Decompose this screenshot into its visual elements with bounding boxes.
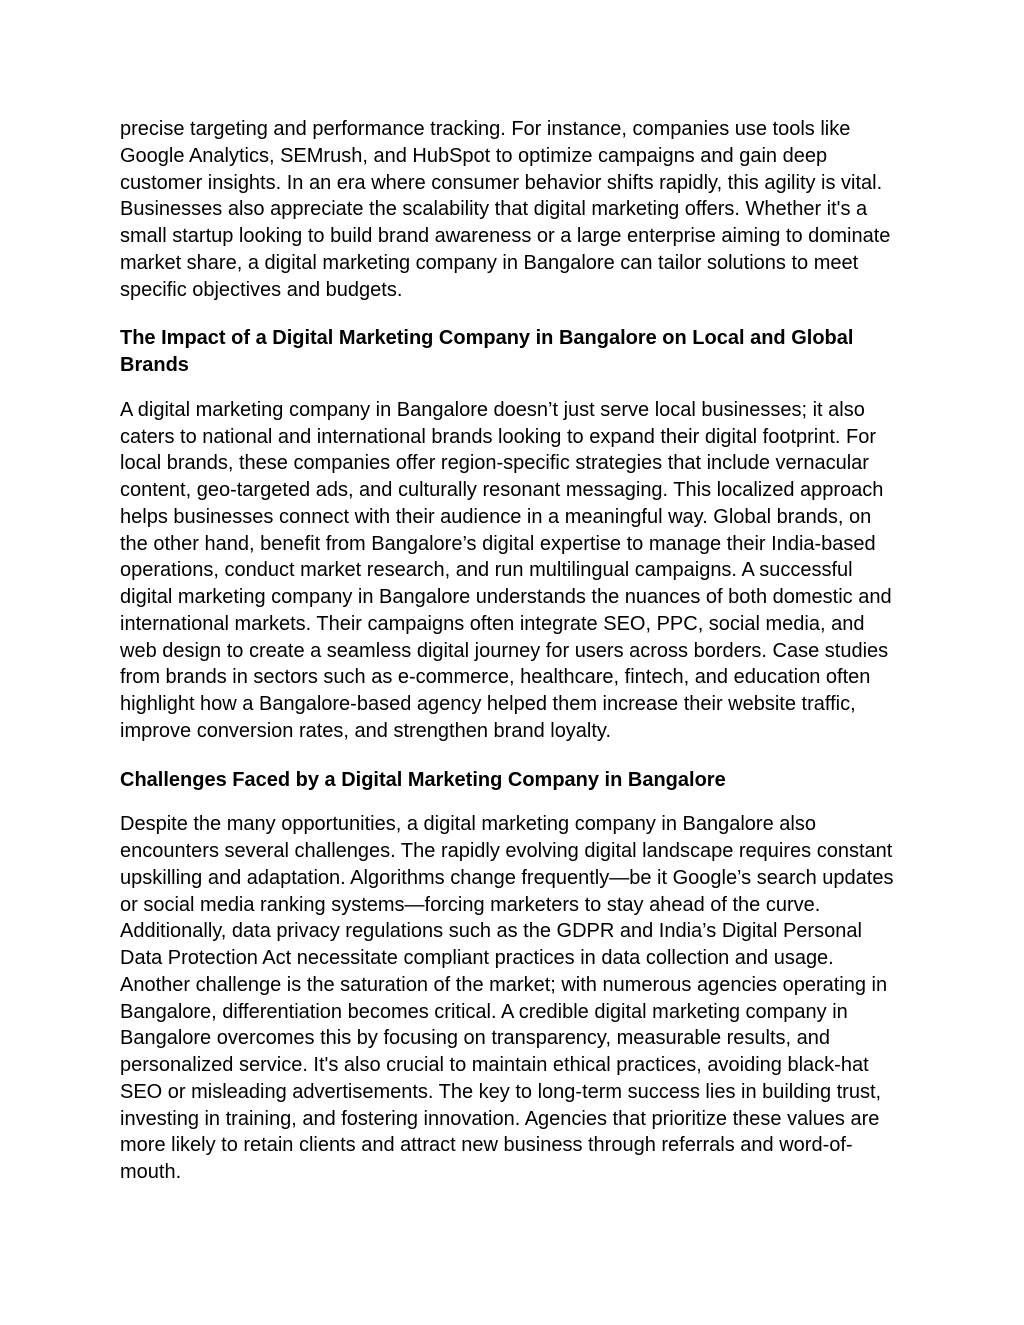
- heading-impact-local-global-brands: The Impact of a Digital Marketing Company in Bangalore on Local and Global Brands: [120, 327, 854, 376]
- paragraph-challenges: Despite the many opportunities, a digital marketing company in Bangalore also encounters several challenges. The rapidly evolving digital landscape requires constant upskilling and adaptation. Algorithms change frequently—be it Google’s search updates or social media ranking systems—forcing marketers to stay ahead of the curve. Additionally, data privacy regulations such as the GDPR and India’s Digital Personal Data Protection Act necessitate compliant practices in data collection and usage. Another challenge is the saturation of the market; with numerous agencies operating in Bangalore, differentiation becomes critical. A credible digital marketing company in Bangalore overcomes this by focusing on transparency, measurable results, and personalized service. It's also crucial to maintain ethical practices, avoiding black-hat SEO or misleading advertisements. The key to long-term success lies in building trust, investing in training, and fostering innovation. Agencies that prioritize these values are more likely to retain clients and attract new business through referrals and word-of-mouth.: [120, 813, 894, 1183]
- heading-challenges: Challenges Faced by a Digital Marketing Company in Bangalore: [120, 768, 726, 791]
- paragraph-marketing-advantages: precise targeting and performance tracking. For instance, companies use tools like Google Analytics, SEMrush, and HubSpot to optimize campaigns and gain deep customer insights. In an era where consumer behavior shifts rapidly, this agility is vital. Businesses also appreciate the scalability that digital marketing offers. Whether it's a small startup looking to build brand awareness or a large enterprise aiming to dominate market share, a digital marketing company in Bangalore can tailor solutions to meet specific objectives and budgets.: [120, 118, 891, 301]
- paragraph-impact-local-global-brands: A digital marketing company in Bangalore doesn’t just serve local businesses; it also caters to national and international brands looking to expand their digital footprint. For local brands, these companies offer region-specific strategies that include vernacular content, geo-targeted ads, and culturally resonant messaging. This localized approach helps businesses connect with their audience in a meaningful way. Global brands, on the other hand, benefit from Bangalore’s digital expertise to manage their India-based operations, conduct market research, and run multilingual campaigns. A successful digital marketing company in Bangalore understands the nuances of both domestic and international markets. Their campaigns often integrate SEO, PPC, social media, and web design to create a seamless digital journey for users across borders. Case studies from brands in sectors such as e-commerce, healthcare, fintech, and education often highlight how a Bangalore-based agency helped them increase their website traffic, improve conversion rates, and strengthen brand loyalty.: [120, 398, 892, 742]
